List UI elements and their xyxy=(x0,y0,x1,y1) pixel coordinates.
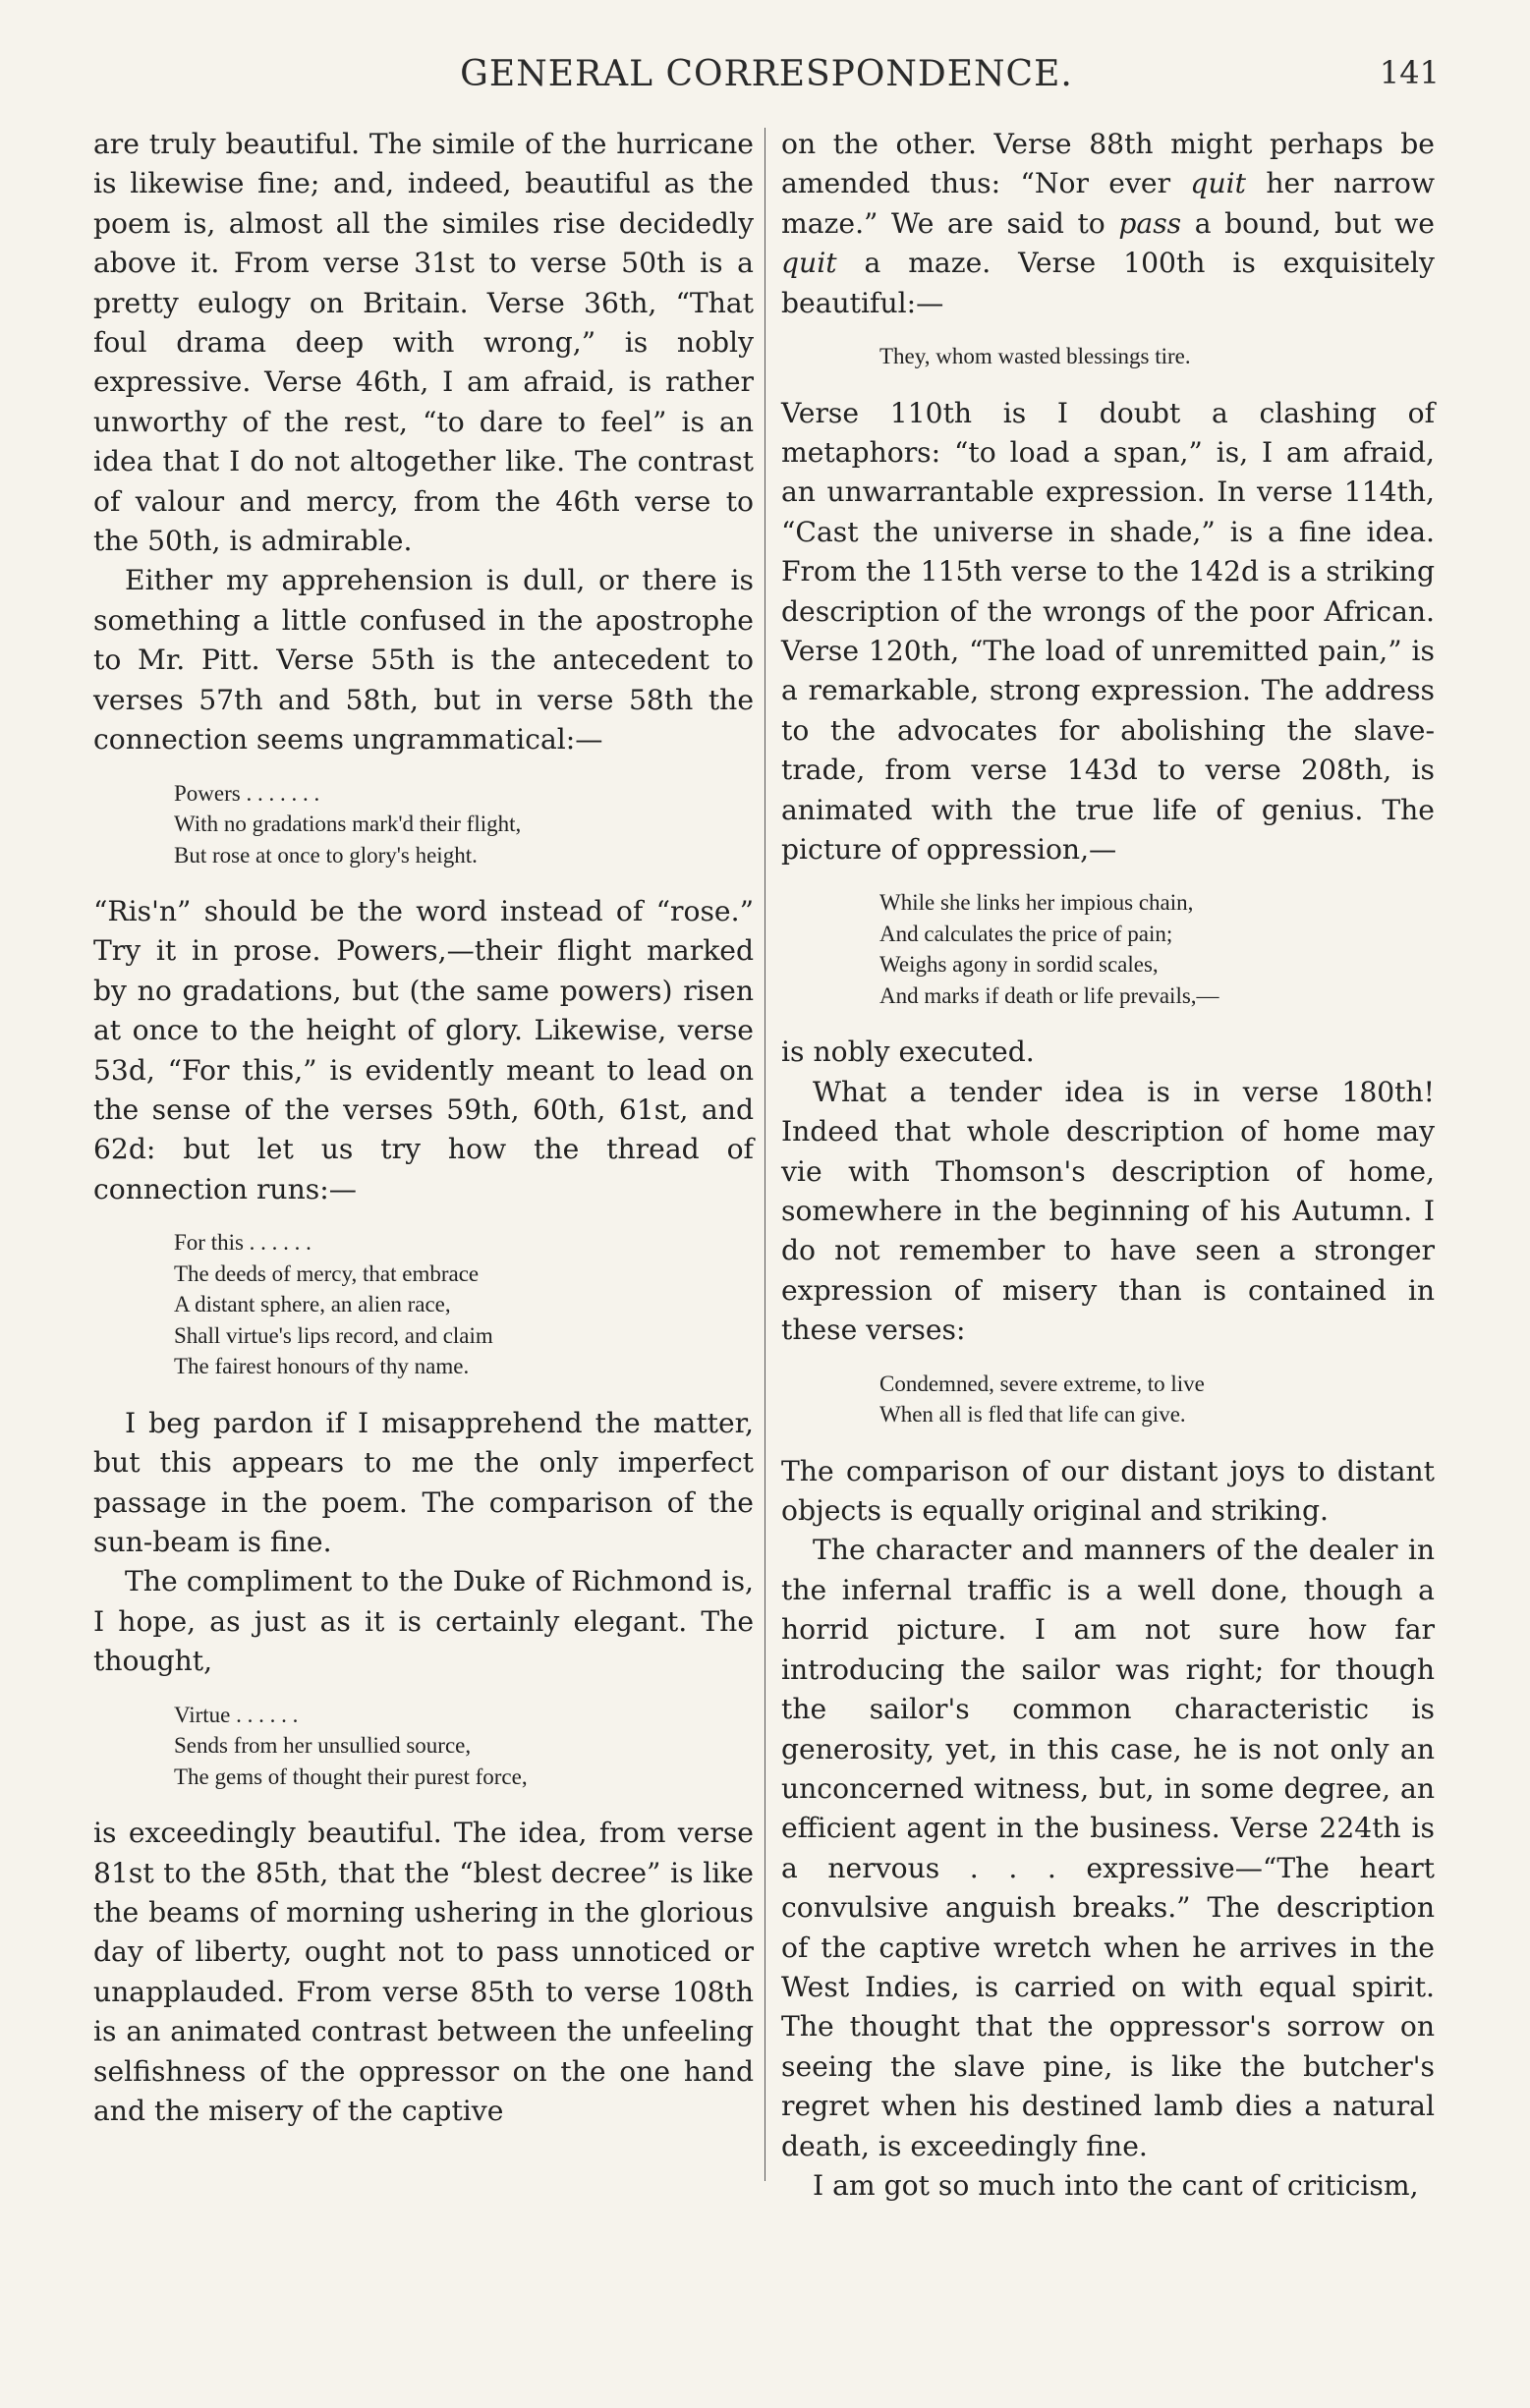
paragraph: Verse 110th is I doubt a clashing of metaphors: “to load a span,” is, I am afraid, an unwarrantable expression. In verse 114th, “Cast the universe in shade,” is a fine idea. From the 115th verse to the 142d is a striking description of the wrongs of the poor African. Verse 120th, “The load of unremitted pain,” is a remarkable, strong expression. The address to the advocates for abolishing the slave-trade, from verse 143d to verse 208th, is animated with the true life of genius. The picture of oppression,— xyxy=(781,396,1435,866)
text-run: on the other. Verse 88th might perhaps be amended thus: “Nor ever xyxy=(781,128,1435,200)
verse-line: For this . . . . . . xyxy=(174,1230,312,1256)
verse-line: Condemned, severe extreme, to live xyxy=(879,1371,1205,1396)
verse-line: And marks if death or life prevails,— xyxy=(879,982,1219,1008)
verse-quote xyxy=(781,341,1435,372)
paragraph: I beg pardon if I misapprehend the matter, but this appears to me the only imperfect passage in the poem. The comparison of the sun-beam is fine. xyxy=(93,1406,754,1558)
paragraph: The comparison of our distant joys to distant objects is equally original and striking. xyxy=(781,1454,1435,1528)
verse-quote xyxy=(93,778,754,871)
verse-line: But rose at once to glory's height. xyxy=(174,842,478,868)
verse-line: When all is fled that life can give. xyxy=(879,1402,1186,1428)
right-column xyxy=(781,125,1435,2206)
verse-quote xyxy=(781,887,1435,1011)
running-header xyxy=(93,54,1440,103)
italic-word: quit xyxy=(1190,167,1246,200)
verse-line: Virtue . . . . . . xyxy=(174,1702,299,1727)
verse-line: The gems of thought their purest force, xyxy=(174,1764,528,1789)
paragraph: “Ris'n” should be the word instead of “rose.” Try it in prose. Powers,—their flight marked by no gradations, but (the same powers) risen at once to the height of glory. Likewise, verse 53d, “For this,” is evidently meant to lead on the sense of the verses 59th, 60th, 61st, and 62d: but let us try how the thread of connection runs:— xyxy=(93,895,754,1205)
verse-quote xyxy=(781,1369,1435,1430)
paragraph: I am got so much into the cant of criticism, xyxy=(813,2168,1419,2202)
italic-word: pass xyxy=(1118,206,1182,240)
verse-line: The deeds of mercy, that embrace xyxy=(174,1260,480,1286)
text-run: a bound, but we xyxy=(1181,206,1435,240)
paragraph xyxy=(781,125,1435,323)
left-column xyxy=(93,125,754,2131)
verse-line: While she links her impious chain, xyxy=(879,890,1194,916)
verse-line: Sends from her unsullied source, xyxy=(174,1733,472,1759)
paragraph: is exceedingly beautiful. The idea, from verse 81st to the 85th, that the “blest decree” is like the beams of morning ushering in the glorious day of liberty, ought not to pass unnoticed or unapplauded. From verse 85th to verse 108th is an animated contrast between the unfeeling selfishness of the oppressor on the one hand and the misery of the captive xyxy=(93,1817,754,2127)
paragraph: is nobly executed. xyxy=(781,1036,1035,1069)
verse-line: Shall virtue's lips record, and claim xyxy=(174,1322,493,1348)
paragraph: The compliment to the Duke of Richmond is, I hope, as just as it is certainly elegant. The thought, xyxy=(93,1565,754,1678)
paragraph: Either my apprehension is dull, or there is something a little confused in the apostrophe to Mr. Pitt. Verse 55th is the antecedent to verses 57th and 58th, but in verse 58th the connection seems ungrammatical:— xyxy=(93,564,754,756)
verse-line: They, whom wasted blessings tire. xyxy=(879,344,1191,369)
page-title: GENERAL CORRESPONDENCE. xyxy=(460,54,1073,94)
verse-line: Powers . . . . . . . xyxy=(174,780,320,806)
verse-quote xyxy=(93,1700,754,1793)
paragraph: What a tender idea is in verse 180th! Indeed that whole description of home may vie with Thomson's description of home, somewhere in the beginning of his Autumn. I do not remember to have seen a stronger expression of misery than is contained in these verses: xyxy=(781,1075,1435,1347)
verse-line: A distant sphere, an alien race, xyxy=(174,1292,451,1317)
page-number: 141 xyxy=(1379,54,1440,91)
verse-line: Weighs agony in sordid scales, xyxy=(879,952,1159,978)
paragraph: The character and manners of the dealer in the infernal traffic is a well done, though a horrid picture. I am not sure how far introducing the sailor was right; for though the sailor's common characteristic is generosity, yet, in this case, he is not only an unconcerned witness, but, in some degree, an efficient agent in the business. Verse 224th is a nervous . . . expressive—“The heart convulsive anguish breaks.” The description of the captive wretch when he arrives in the West Indies, is carried on with equal spirit. The thought that the oppressor's sorrow on seeing the slave pine, is like the butcher's regret when his destined lamb dies a natural death, is exceedingly fine. xyxy=(781,1534,1435,2162)
paragraph: are truly beautiful. The simile of the hurricane is likewise fine; and, indeed, beautiful as the poem is, almost all the similes rise decidedly above it. From verse 31st to verse 50th is a pretty eulogy on Britain. Verse 36th, “That foul drama deep with wrong,” is nobly expressive. Verse 46th, I am afraid, is rather unworthy of the rest, “to dare to feel” is an idea that I do not altogether like. The contrast of valour and mercy, from the 46th verse to the 50th, is admirable. xyxy=(93,128,754,558)
text-run: a maze. Verse 100th is exquisitely beautiful:— xyxy=(781,247,1435,319)
italic-word: quit xyxy=(781,247,837,280)
verse-line: The fairest honours of thy name. xyxy=(174,1354,470,1379)
verse-line: With no gradations mark'd their flight, xyxy=(174,812,522,836)
verse-line: And calculates the price of pain; xyxy=(879,921,1173,946)
verse-quote xyxy=(93,1227,754,1382)
text-run: her narrow maze.” We are said to xyxy=(781,167,1435,240)
